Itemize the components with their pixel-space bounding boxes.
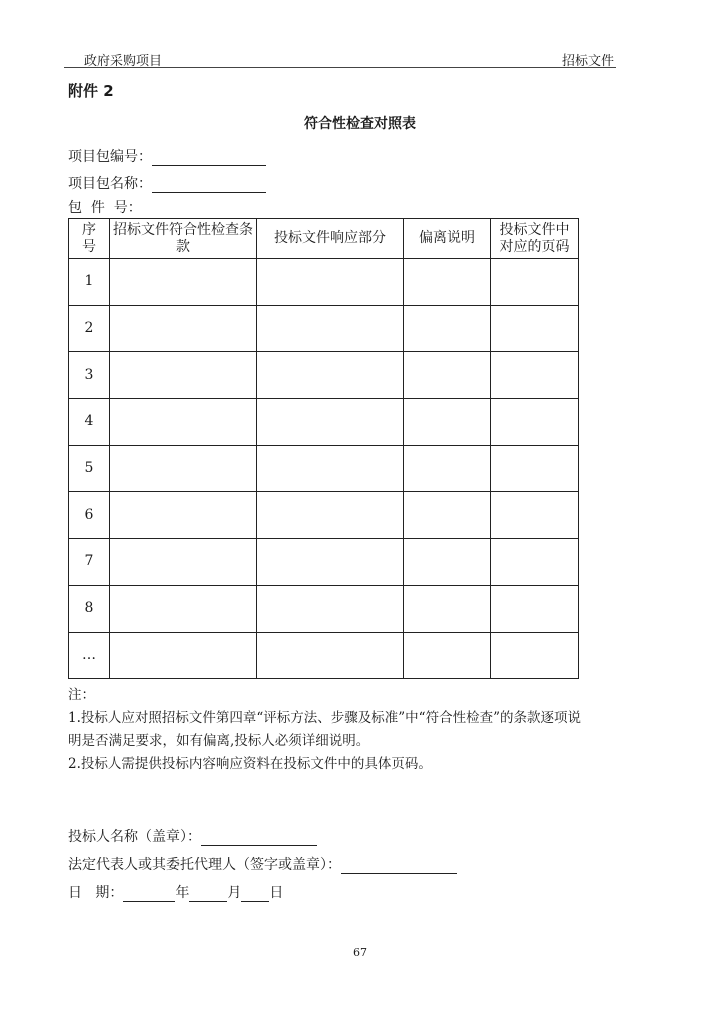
table-row <box>69 492 579 539</box>
clause-cell[interactable] <box>110 539 257 586</box>
package-number-label: 项目包编号： <box>68 149 152 165</box>
table-row <box>69 259 579 306</box>
row-number: 3 <box>69 352 110 399</box>
col-header-clause: 招标文件符合性检查条款 <box>110 219 257 259</box>
row-number: 8 <box>69 585 110 632</box>
row-number: … <box>69 632 110 679</box>
response-cell[interactable] <box>257 585 404 632</box>
clause-cell[interactable] <box>110 352 257 399</box>
day-blank[interactable] <box>241 885 269 902</box>
page-cell[interactable] <box>491 445 579 492</box>
response-cell[interactable] <box>257 259 404 306</box>
row-number: 5 <box>69 445 110 492</box>
deviation-cell[interactable] <box>404 399 491 446</box>
clause-cell[interactable] <box>110 305 257 352</box>
package-name-field <box>68 173 266 193</box>
response-cell[interactable] <box>257 305 404 352</box>
package-name-label: 项目包名称： <box>68 176 152 192</box>
month-blank[interactable] <box>189 885 227 902</box>
page-number: 67 <box>353 946 367 959</box>
notes-line-2: 明是否满足要求，如有偏离,投标人必须详细说明。 <box>68 733 370 749</box>
page-cell[interactable] <box>491 352 579 399</box>
year-label: 年 <box>175 885 190 901</box>
deviation-cell[interactable] <box>404 259 491 306</box>
bidder-name-field <box>68 826 317 846</box>
page-cell[interactable] <box>491 259 579 306</box>
notes <box>68 684 581 776</box>
col-header-response: 投标文件响应部分 <box>257 219 404 259</box>
clause-cell[interactable] <box>110 399 257 446</box>
table-row <box>69 352 579 399</box>
header-right: 招标文件 <box>562 54 615 69</box>
clause-cell[interactable] <box>110 492 257 539</box>
bag-number-label: 包 件 号： <box>68 200 142 216</box>
response-cell[interactable] <box>257 445 404 492</box>
col-header-page: 投标文件中对应的页码 <box>491 219 579 259</box>
package-number-blank[interactable] <box>152 149 266 166</box>
deviation-cell[interactable] <box>404 492 491 539</box>
table-header-row <box>69 219 579 259</box>
legal-rep-field <box>68 854 457 874</box>
response-cell[interactable] <box>257 632 404 679</box>
row-number: 7 <box>69 539 110 586</box>
compliance-table <box>68 218 579 679</box>
table-row <box>69 632 579 679</box>
page-title: 符合性检查对照表 <box>304 116 416 132</box>
legal-rep-label: 法定代表人或其委托代理人（签字或盖章）： <box>68 857 341 873</box>
date-label: 日 期： <box>68 885 124 901</box>
row-number: 2 <box>69 305 110 352</box>
notes-line-1: 1.投标人应对照招标文件第四章“评标方法、步骤及标准”中“符合性检查”的条款逐项说 <box>68 710 581 726</box>
deviation-cell[interactable] <box>404 445 491 492</box>
response-cell[interactable] <box>257 399 404 446</box>
row-number: 4 <box>69 399 110 446</box>
row-number: 6 <box>69 492 110 539</box>
clause-cell[interactable] <box>110 632 257 679</box>
bidder-name-label: 投标人名称（盖章）： <box>68 829 201 845</box>
page-cell[interactable] <box>491 585 579 632</box>
page-cell[interactable] <box>491 399 579 446</box>
clause-cell[interactable] <box>110 585 257 632</box>
year-blank[interactable] <box>123 885 175 902</box>
day-label: 日 <box>269 885 284 901</box>
table-row <box>69 539 579 586</box>
notes-label: 注： <box>68 687 95 703</box>
month-label: 月 <box>227 885 242 901</box>
row-number: 1 <box>69 259 110 306</box>
col-header-deviation: 偏离说明 <box>404 219 491 259</box>
table-row <box>69 305 579 352</box>
deviation-cell[interactable] <box>404 305 491 352</box>
date-field <box>68 882 283 902</box>
deviation-cell[interactable] <box>404 539 491 586</box>
deviation-cell[interactable] <box>404 352 491 399</box>
legal-rep-blank[interactable] <box>341 857 457 874</box>
response-cell[interactable] <box>257 539 404 586</box>
package-name-blank[interactable] <box>152 176 266 193</box>
table-row <box>69 585 579 632</box>
deviation-cell[interactable] <box>404 585 491 632</box>
notes-line-3: 2.投标人需提供投标内容响应资料在投标文件中的具体页码。 <box>68 756 432 772</box>
page-cell[interactable] <box>491 539 579 586</box>
page-cell[interactable] <box>491 492 579 539</box>
response-cell[interactable] <box>257 492 404 539</box>
table-row <box>69 445 579 492</box>
clause-cell[interactable] <box>110 259 257 306</box>
clause-cell[interactable] <box>110 445 257 492</box>
header-rule <box>64 67 616 68</box>
header-left: 政府采购项目 <box>84 54 163 69</box>
deviation-cell[interactable] <box>404 632 491 679</box>
table-row <box>69 399 579 446</box>
package-number-field <box>68 146 266 166</box>
bag-number-field <box>68 197 142 217</box>
response-cell[interactable] <box>257 352 404 399</box>
attachment-label: 附件 2 <box>68 82 114 100</box>
page-cell[interactable] <box>491 305 579 352</box>
bidder-name-blank[interactable] <box>201 829 317 846</box>
page-cell[interactable] <box>491 632 579 679</box>
col-header-seq: 序号 <box>69 219 110 259</box>
